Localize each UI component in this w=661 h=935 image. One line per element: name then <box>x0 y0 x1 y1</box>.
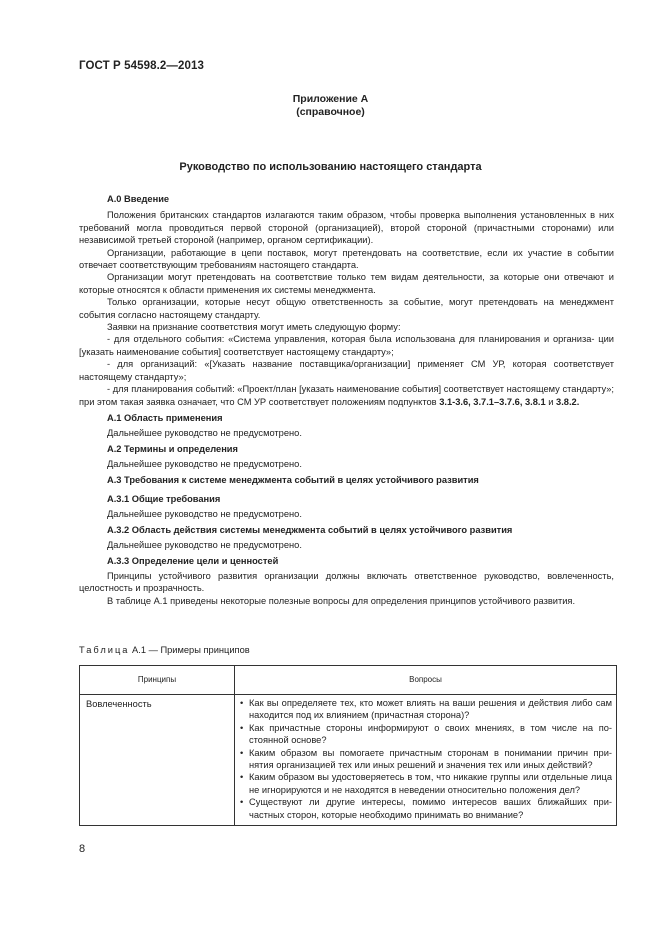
paragraph: Положения британских стандартов излагаются таким образом, чтобы проверка выполнения установленных в них требований могла проводиться первой стороной (организацией), второй стороной (причастными сторонами) или независимой третьей стороной (например, органом сертификации). <box>79 210 614 246</box>
section-heading-a3: А.3 Требования к системе менеджмента событий в целях устойчивого развития <box>107 474 479 485</box>
principle-name: Вовлеченность <box>86 699 152 709</box>
bullet: • <box>240 797 244 808</box>
paragraph: Организации могут претендовать на соответствие только тем видам деятельности, за которые они отвечают и которые относятся к области применения их системы менеджмента. <box>79 272 614 295</box>
principles-table <box>79 665 617 826</box>
question-item <box>240 697 612 722</box>
main-title: Руководство по использованию настоящего стандарта <box>179 161 482 173</box>
document-header: ГОСТ Р 54598.2—2013 <box>79 60 204 72</box>
paragraph: Дальнейшее руководство не предусмотрено. <box>107 428 302 439</box>
section-heading-a31: А.3.1 Общие требования <box>107 493 221 504</box>
conjunction: и <box>545 396 557 407</box>
section-heading-a33: А.3.3 Определение цели и ценностей <box>107 555 279 566</box>
column-header-principles: Принципы <box>80 666 235 695</box>
table-header-row <box>80 666 617 695</box>
question-text: Как вы определяете тех, кто может влиять на ваши решения и действия либо сам находится под их влиянием (причастная сторона)? <box>249 698 612 721</box>
question-text: Каким образом вы удостоверяетесь в том, что никакие группы или отдельные лица не игнорируются и не находятся в неведении относительно положения дел? <box>249 772 612 795</box>
bullet: • <box>240 772 244 783</box>
clause-reference: 3.8.2. <box>556 396 580 407</box>
question-item <box>240 771 612 796</box>
section-heading-a0: А.0 Введение <box>107 194 170 204</box>
paragraph: В таблице А.1 приведены некоторые полезные вопросы для определения принципов устойчивого развития. <box>107 595 576 606</box>
paragraph: Только организации, которые несут общую ответственность за событие, могут претендовать на менеджмент события согласно настоящему стандарту. <box>79 297 614 320</box>
section-heading-a1: А.1 Область применения <box>107 412 223 423</box>
questions-cell <box>235 695 617 826</box>
paragraph: Дальнейшее руководство не предусмотрено. <box>107 459 302 470</box>
list-item <box>79 383 614 408</box>
page-number: 8 <box>79 843 86 855</box>
paragraph: Дальнейшее руководство не предусмотрено. <box>107 509 302 520</box>
table-caption-label: Таблица <box>79 645 130 655</box>
questions-list <box>235 695 616 825</box>
paragraph: Организации, работающие в цепи поставок, могут претендовать на соответствие, если их участие в событии отвечает соответствующим требованиям настоящего стандарта. <box>79 247 614 271</box>
bullet: • <box>240 747 244 758</box>
bullet: • <box>240 698 244 708</box>
principle-cell <box>80 695 235 826</box>
question-item <box>240 747 612 772</box>
table-caption <box>79 645 250 655</box>
annex-subtitle: (справочное) <box>296 106 365 118</box>
annex-title: Приложение А <box>292 93 369 105</box>
clause-reference: 3.1-3.6, 3.7.1–3.7.6, 3.8.1 <box>439 396 546 407</box>
paragraph: Заявки на признание соответствия могут иметь следующую форму: <box>107 322 401 333</box>
column-header-questions: Вопросы <box>235 666 617 695</box>
section-heading-a32: А.3.2 Область действия системы менеджмента событий в целях устойчивого развития <box>107 524 513 535</box>
question-item <box>240 796 612 821</box>
section-heading-a2: А.2 Термины и определения <box>107 443 238 454</box>
document-body <box>79 193 614 607</box>
list-item-text: - для планирования событий: «Проект/план [указать наименование события] соответствует настоящему стандарту»; при этом такая заявка означает, что СМ УР соответствует положениям подпунктов <box>79 384 614 407</box>
question-item <box>240 722 612 747</box>
paragraph: Дальнейшее руководство не предусмотрено. <box>107 540 302 551</box>
list-item: - для отдельного события: «Система управления, которая была использована для планирования и организа- ции [указать наименование события] соответствует настоящему стандарту»; <box>79 334 614 357</box>
question-text: Существуют ли другие интересы, помимо интересов ваших ближайших при- частных сторон, которые необходимо принимать во внимание? <box>249 797 612 820</box>
question-text: Как причастные стороны информируют о своих мнениях, в том числе на по- стоянной основе? <box>249 722 612 746</box>
bullet: • <box>240 722 244 733</box>
table-row <box>80 695 617 826</box>
list-item: - для организаций: «[Указать название поставщика/организации] применяет СМ УР, которая соответствует настоящему стандарту»; <box>79 359 614 382</box>
table-caption-text: А.1 — Примеры принципов <box>129 645 250 655</box>
question-text: Каким образом вы помогаете причастным сторонам в понимании причин при- нятия организацией тех или иных решений и значения тех или иных действий? <box>249 747 612 771</box>
paragraph: Принципы устойчивого развития организации должны включать ответственное руководство, вовлеченность, целостность и прозрачность. <box>79 570 614 594</box>
